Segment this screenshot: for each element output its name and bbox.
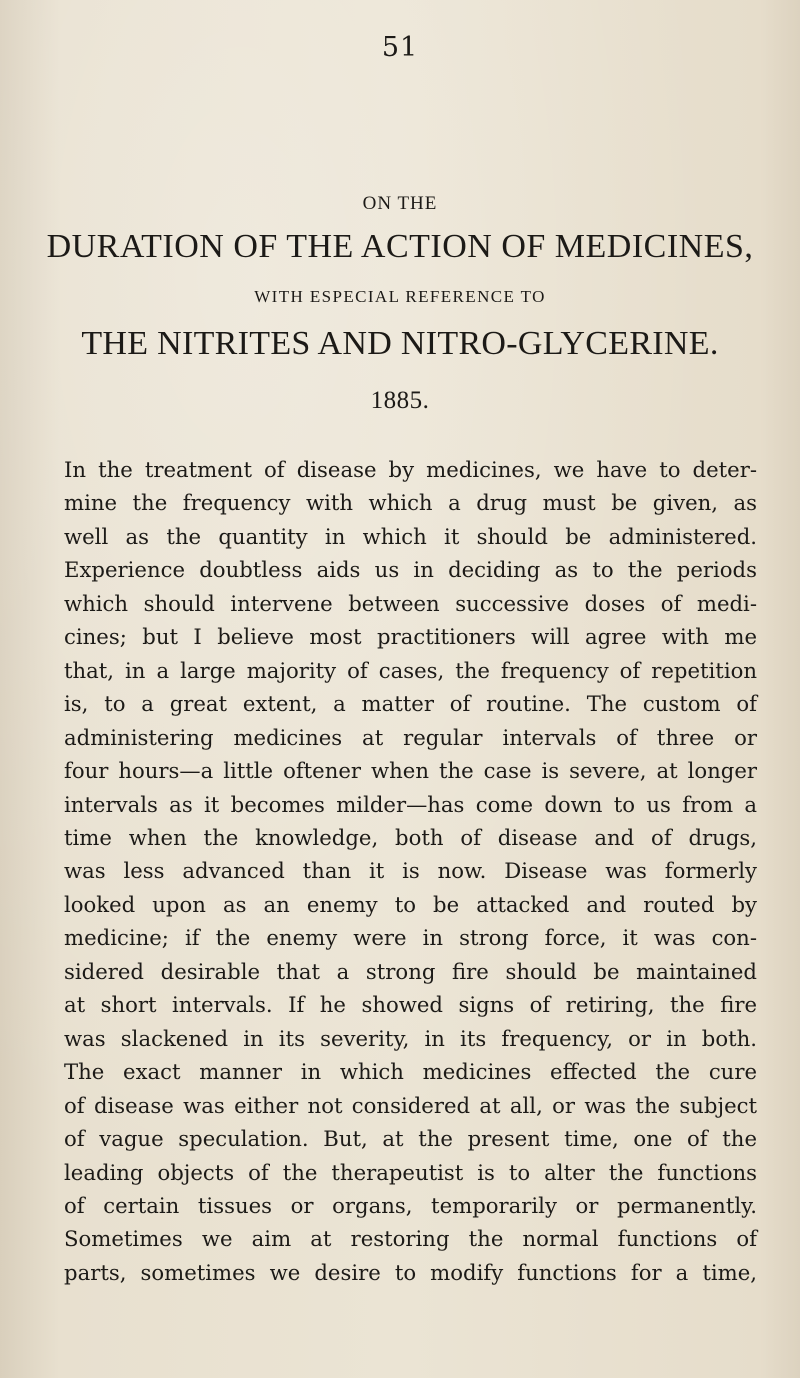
text-line: of certain tissues or organs, temporarily or permanently. [64,1192,757,1218]
text-line: was less advanced than it is now. Disease was formerly [64,858,757,884]
chapter-title: DURATION OF THE ACTION OF MEDICINES, [46,228,754,265]
text-line: of disease was either not considered at all, or was the subject [64,1092,757,1118]
text-line: was slackened in its severity, in its frequency, or in both. [64,1025,757,1051]
text-line: medicine; if the enemy were in strong force, it was con- [64,925,757,951]
text-line: leading objects of the therapeutist is to alter the functions [64,1159,757,1185]
text-line: Sometimes we aim at restoring the normal functions of [64,1226,757,1252]
chapter-year: 1885. [370,387,430,414]
text-line: parts, sometimes we desire to modify functions for a time, [64,1259,757,1285]
text-line: sidered desirable that a strong fire should be maintained [64,958,757,984]
text-line: that, in a large majority of cases, the frequency of repetition [64,657,757,683]
text-line: at short intervals. If he showed signs of retiring, the fire [64,992,757,1018]
text-line: intervals as it becomes milder—has come down to us from a [64,791,757,817]
chapter-subtitle: THE NITRITES AND NITRO-GLYCERINE. [81,325,719,362]
text-line: four hours—a little oftener when the case is severe, at longer [64,758,757,784]
text-line: time when the knowledge, both of disease and of drugs, [64,824,757,850]
text-line: of vague speculation. But, at the present time, one of the [64,1126,757,1152]
text-line: The exact manner in which medicines effected the cure [64,1059,757,1085]
heading-with-reference: WITH ESPECIAL REFERENCE TO [254,287,546,306]
text-line: is, to a great extent, a matter of routine. The custom of [64,691,757,717]
text-line: administering medicines at regular intervals of three or [64,724,757,750]
text-line: mine the frequency with which a drug must be given, as [64,490,757,516]
body-paragraph [64,453,757,1289]
text-line: cines; but I believe most practitioners will agree with me [64,624,757,650]
page-number: 51 [381,32,419,63]
heading-on-the: ON THE [362,193,438,214]
text-line: looked upon as an enemy to be attacked and routed by [64,891,757,917]
text-line: Experience doubtless aids us in deciding as to the periods [64,557,757,583]
text-line: In the treatment of disease by medicines, we have to deter- [64,457,757,482]
text-line: which should intervene between successive doses of medi- [64,590,757,616]
text-line: well as the quantity in which it should be administered. [64,523,757,549]
